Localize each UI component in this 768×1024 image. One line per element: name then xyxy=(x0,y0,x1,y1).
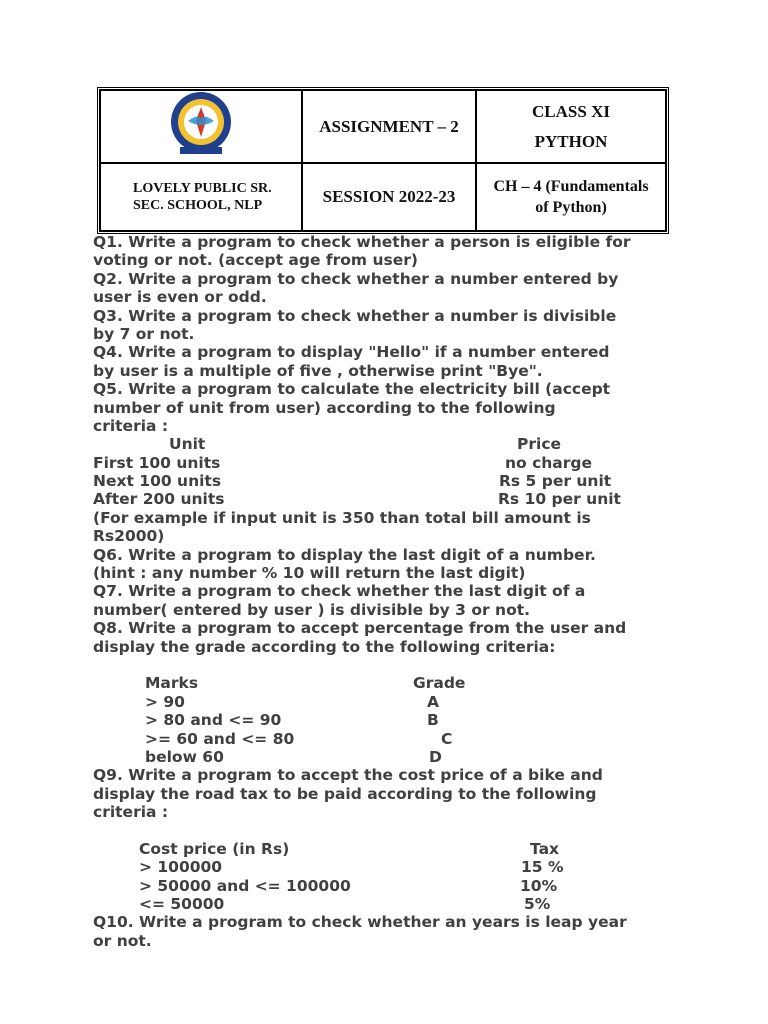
q8-row1-marks: > 90 xyxy=(145,692,185,711)
subject-label: PYTHON xyxy=(534,131,608,151)
q5-table-row xyxy=(93,454,693,472)
q5-row3-price: Rs 10 per unit xyxy=(498,490,621,509)
q9-table-row xyxy=(93,858,693,876)
question-9-line3: criteria : xyxy=(93,803,169,822)
q8-row2-marks: > 80 and <= 90 xyxy=(145,711,282,730)
q5-row1-unit: First 100 units xyxy=(93,453,221,472)
q8-row2-grade: B xyxy=(427,711,439,730)
question-4-line1: Q4. Write a program to display "Hello" if a number entered xyxy=(93,343,610,362)
school-logo xyxy=(166,91,236,157)
school-name-line1: LOVELY PUBLIC SR. xyxy=(133,181,272,196)
logo-cell xyxy=(100,90,302,163)
assignment-title: ASSIGNMENT – 2 xyxy=(302,90,476,163)
session-label: SESSION 2022-23 xyxy=(302,163,476,231)
question-3-line1: Q3. Write a program to check whether a number is divisible xyxy=(93,306,617,325)
chapter-line1: CH – 4 (Fundamentals xyxy=(493,178,649,195)
school-name-cell xyxy=(100,163,302,231)
q5-row1-price: no charge xyxy=(505,453,593,472)
spacer xyxy=(93,822,693,840)
q5-header-unit: Unit xyxy=(169,435,206,454)
question-6-line2: (hint : any number % 10 will return the last digit) xyxy=(93,564,526,583)
q8-row1-grade: A xyxy=(427,692,439,711)
question-2-line1: Q2. Write a program to check whether a number entered by xyxy=(93,269,619,288)
question-5-line2: number of unit from user) according to the following xyxy=(93,398,556,417)
question-9-line2: display the road tax to be paid according to the following xyxy=(93,784,597,803)
q9-header-cost: Cost price (in Rs) xyxy=(139,839,290,858)
q8-header-grade: Grade xyxy=(413,674,466,693)
question-7-line1: Q7. Write a program to check whether the last digit of a xyxy=(93,582,586,601)
q5-header-price: Price xyxy=(517,435,562,454)
q9-row1-tax: 15 % xyxy=(521,858,564,877)
q8-row4-grade: D xyxy=(429,747,442,766)
q8-row4-marks: below 60 xyxy=(145,747,224,766)
q5-table-header xyxy=(93,435,693,453)
q8-row3-grade: C xyxy=(441,729,453,748)
q8-header-marks: Marks xyxy=(145,674,199,693)
q5-table-row xyxy=(93,472,693,490)
q8-table-row xyxy=(93,748,693,766)
q5-row3-unit: After 200 units xyxy=(93,490,225,509)
question-9-line1: Q9. Write a program to accept the cost price of a bike and xyxy=(93,766,603,785)
question-8-line2: display the grade according to the following criteria: xyxy=(93,637,556,656)
chapter-cell xyxy=(476,163,666,231)
q8-table-row xyxy=(93,711,693,729)
q8-table-row xyxy=(93,693,693,711)
q5-note-line2: Rs2000) xyxy=(93,527,165,546)
question-10-line2: or not. xyxy=(93,931,152,950)
question-1-line1: Q1. Write a program to check whether a person is eligible for xyxy=(93,233,631,251)
q9-table-header xyxy=(93,840,693,858)
q8-table-header xyxy=(93,674,693,692)
question-7-line2: number( entered by user ) is divisible by 3 or not. xyxy=(93,600,531,619)
q9-row2-tax: 10% xyxy=(520,876,558,895)
header-table xyxy=(97,87,669,234)
q9-row1-cost: > 100000 xyxy=(139,858,223,877)
question-3-line2: by 7 or not. xyxy=(93,324,195,343)
question-2-line2: user is even or odd. xyxy=(93,288,267,307)
question-8-line1: Q8. Write a program to accept percentage from the user and xyxy=(93,619,627,638)
chapter-line2: of Python) xyxy=(535,199,607,216)
question-10-line1: Q10. Write a program to check whether an years is leap year xyxy=(93,913,627,932)
q5-row2-unit: Next 100 units xyxy=(93,472,222,491)
school-name-line2: SEC. SCHOOL, NLP xyxy=(133,198,263,213)
class-subject-cell xyxy=(476,90,666,163)
question-5-line3: criteria : xyxy=(93,416,169,435)
q9-table-row xyxy=(93,877,693,895)
q8-row3-marks: >= 60 and <= 80 xyxy=(145,729,295,748)
question-4-line2: by user is a multiple of five , otherwise print "Bye". xyxy=(93,361,543,380)
q5-note-line1: (For example if input unit is 350 than total bill amount is xyxy=(93,508,591,527)
q9-row3-tax: 5% xyxy=(524,895,551,914)
question-6-line1: Q6. Write a program to display the last digit of a number. xyxy=(93,545,596,564)
q8-table-row xyxy=(93,730,693,748)
q9-table-row xyxy=(93,895,693,913)
q5-row2-price: Rs 5 per unit xyxy=(499,472,612,491)
question-5-line1: Q5. Write a program to calculate the electricity bill (accept xyxy=(93,380,611,399)
q9-row3-cost: <= 50000 xyxy=(139,895,225,914)
spacer xyxy=(93,656,693,674)
class-label: CLASS XI xyxy=(532,101,610,121)
q5-table-row xyxy=(93,490,693,508)
q9-header-tax: Tax xyxy=(530,839,560,858)
question-list xyxy=(93,233,693,950)
q9-row2-cost: > 50000 and <= 100000 xyxy=(139,876,351,895)
question-1-line2: voting or not. (accept age from user) xyxy=(93,251,418,270)
